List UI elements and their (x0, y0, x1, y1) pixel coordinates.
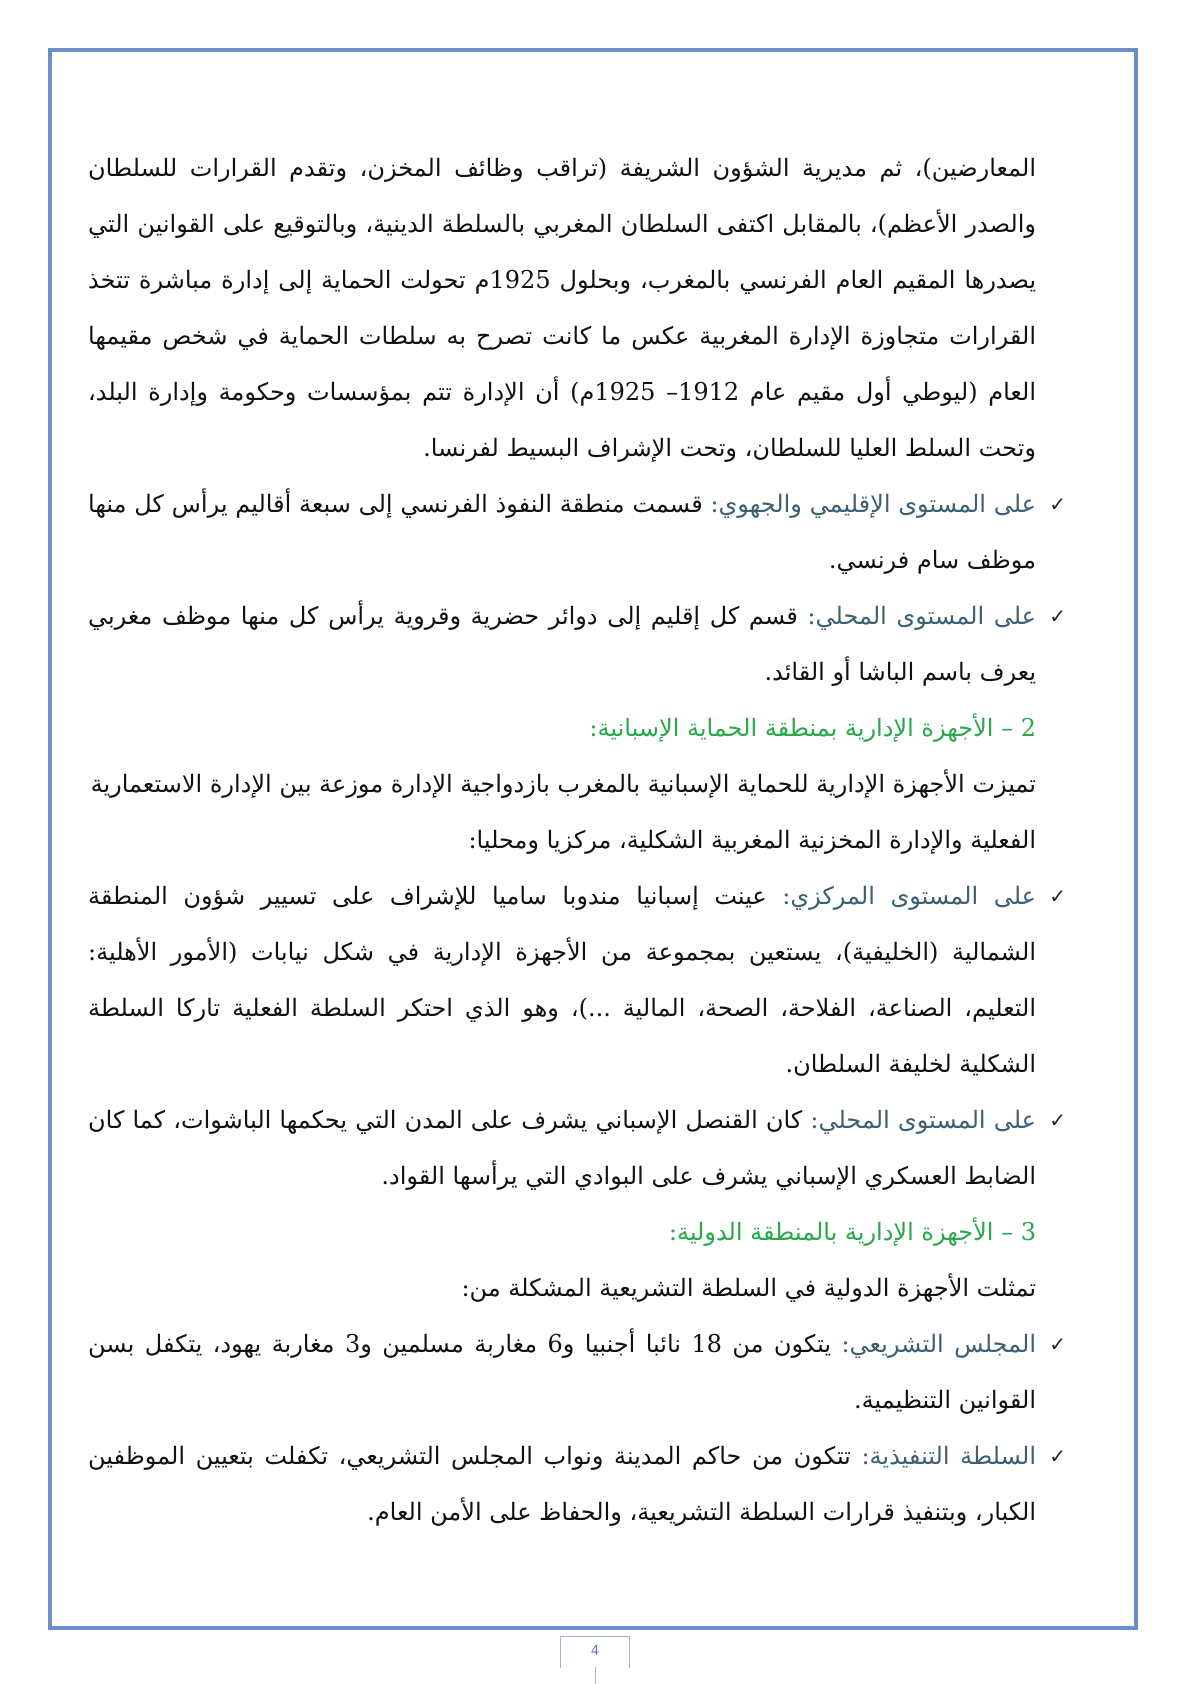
bullet-text: يتكون من 18 نائبا أجنبيا و6 مغاربة مسلمين و3 مغاربة يهود، يتكفل بسن القوانين التنظيمية. (88, 1330, 1036, 1414)
bullet-regional-level (88, 476, 1066, 588)
bullet-term: السلطة التنفيذية: (861, 1442, 1036, 1470)
checkmark-icon: ✓ (1049, 1444, 1066, 1468)
checkmark-icon: ✓ (1049, 492, 1066, 516)
spanish-zone-paragraph-line1: تميزت الأجهزة الإدارية للحماية الإسبانية بالمغرب بازدواجية الإدارة موزعة بين الإدارة الاستعمارية (90, 770, 1036, 798)
bullet-text: قسمت منطقة النفوذ الفرنسي إلى سبعة أقاليم يرأس كل منها موظف سام فرنسي. (88, 490, 1036, 574)
section-heading-international-zone: 3 – الأجهزة الإدارية بالمنطقة الدولية: (668, 1218, 1036, 1246)
bullet-legislative-council (88, 1316, 1066, 1428)
bullet-term: على المستوى المركزي: (782, 882, 1036, 910)
bullet-text: عينت إسبانيا مندوبا ساميا للإشراف على تسيير شؤون المنطقة الشمالية (الخليفية)، يستعين بمجموعة من الأجهزة الإدارية في شكل نيابات (الأمور الأهلية: التعليم، الصناعة، الفلاحة، الصحة، المالية ...)، وهو الذي احتكر السلطة الفعلية تاركا السلطة الشكلية لخليفة السلطان. (88, 882, 1036, 1078)
bullet-text: كان القنصل الإسباني يشرف على المدن التي يحكمها الباشوات، كما كان الضابط العسكري الإسباني يشرف على البوادي التي يرأسها القواد. (88, 1106, 1036, 1190)
checkmark-icon: ✓ (1049, 1332, 1066, 1356)
bullet-term: المجلس التشريعي: (841, 1330, 1036, 1358)
bullet-executive-authority (88, 1428, 1066, 1540)
checkmark-icon: ✓ (1049, 604, 1066, 628)
intro-paragraph: المعارضين)، ثم مديرية الشؤون الشريفة (تراقب وظائف المخزن، وتقدم القرارات للسلطان والصدر الأعظم)، بالمقابل اكتفى السلطان المغربي بالسلطة الدينية، وبالتوقيع على القوانين التي يصدرها المقيم العام الفرنسي بالمغرب، وبحلول 1925م تحولت الحماية إلى إدارة مباشرة تتخذ القرارات متجاوزة الإدارة المغربية عكس ما كانت تصرح به سلطات الحماية في شخص مقيمها العام (ليوطي أول مقيم عام 1912– 1925م) أن الإدارة تتم بمؤسسات وحكومة وإدارة البلد، وتحت السلط العليا للسلطان، وتحت الإشراف البسيط لفرنسا. (88, 154, 1036, 462)
spanish-zone-paragraph-line2: الفعلية والإدارة المخزنية المغربية الشكلية، مركزيا ومحليا: (468, 826, 1036, 854)
page-number: 4 (560, 1636, 630, 1668)
section-heading-spanish-zone: 2 – الأجهزة الإدارية بمنطقة الحماية الإسبانية: (589, 714, 1036, 742)
bullet-local-level (88, 588, 1066, 700)
checkmark-icon: ✓ (1049, 884, 1066, 908)
bullet-text: قسم كل إقليم إلى دوائر حضرية وقروية يرأس كل منها موظف مغربي يعرف باسم الباشا أو القائد. (88, 602, 1036, 686)
page-number-stem (595, 1667, 596, 1684)
bullet-term: على المستوى المحلي: (807, 602, 1036, 630)
document-body (88, 140, 1066, 1540)
international-zone-paragraph: تمثلت الأجهزة الدولية في السلطة التشريعية المشكلة من: (461, 1274, 1036, 1302)
checkmark-icon: ✓ (1049, 1108, 1066, 1132)
bullet-term: على المستوى المحلي: (810, 1106, 1037, 1134)
bullet-text: تتكون من حاكم المدينة ونواب المجلس التشريعي، تكفلت بتعيين الموظفين الكبار، وبتنفيذ قرارات السلطة التشريعية، والحفاظ على الأمن العام. (88, 1442, 1036, 1526)
bullet-local-level-spanish (88, 1092, 1066, 1204)
bullet-central-level (88, 868, 1066, 1092)
bullet-term: على المستوى الإقليمي والجهوي: (710, 490, 1036, 518)
